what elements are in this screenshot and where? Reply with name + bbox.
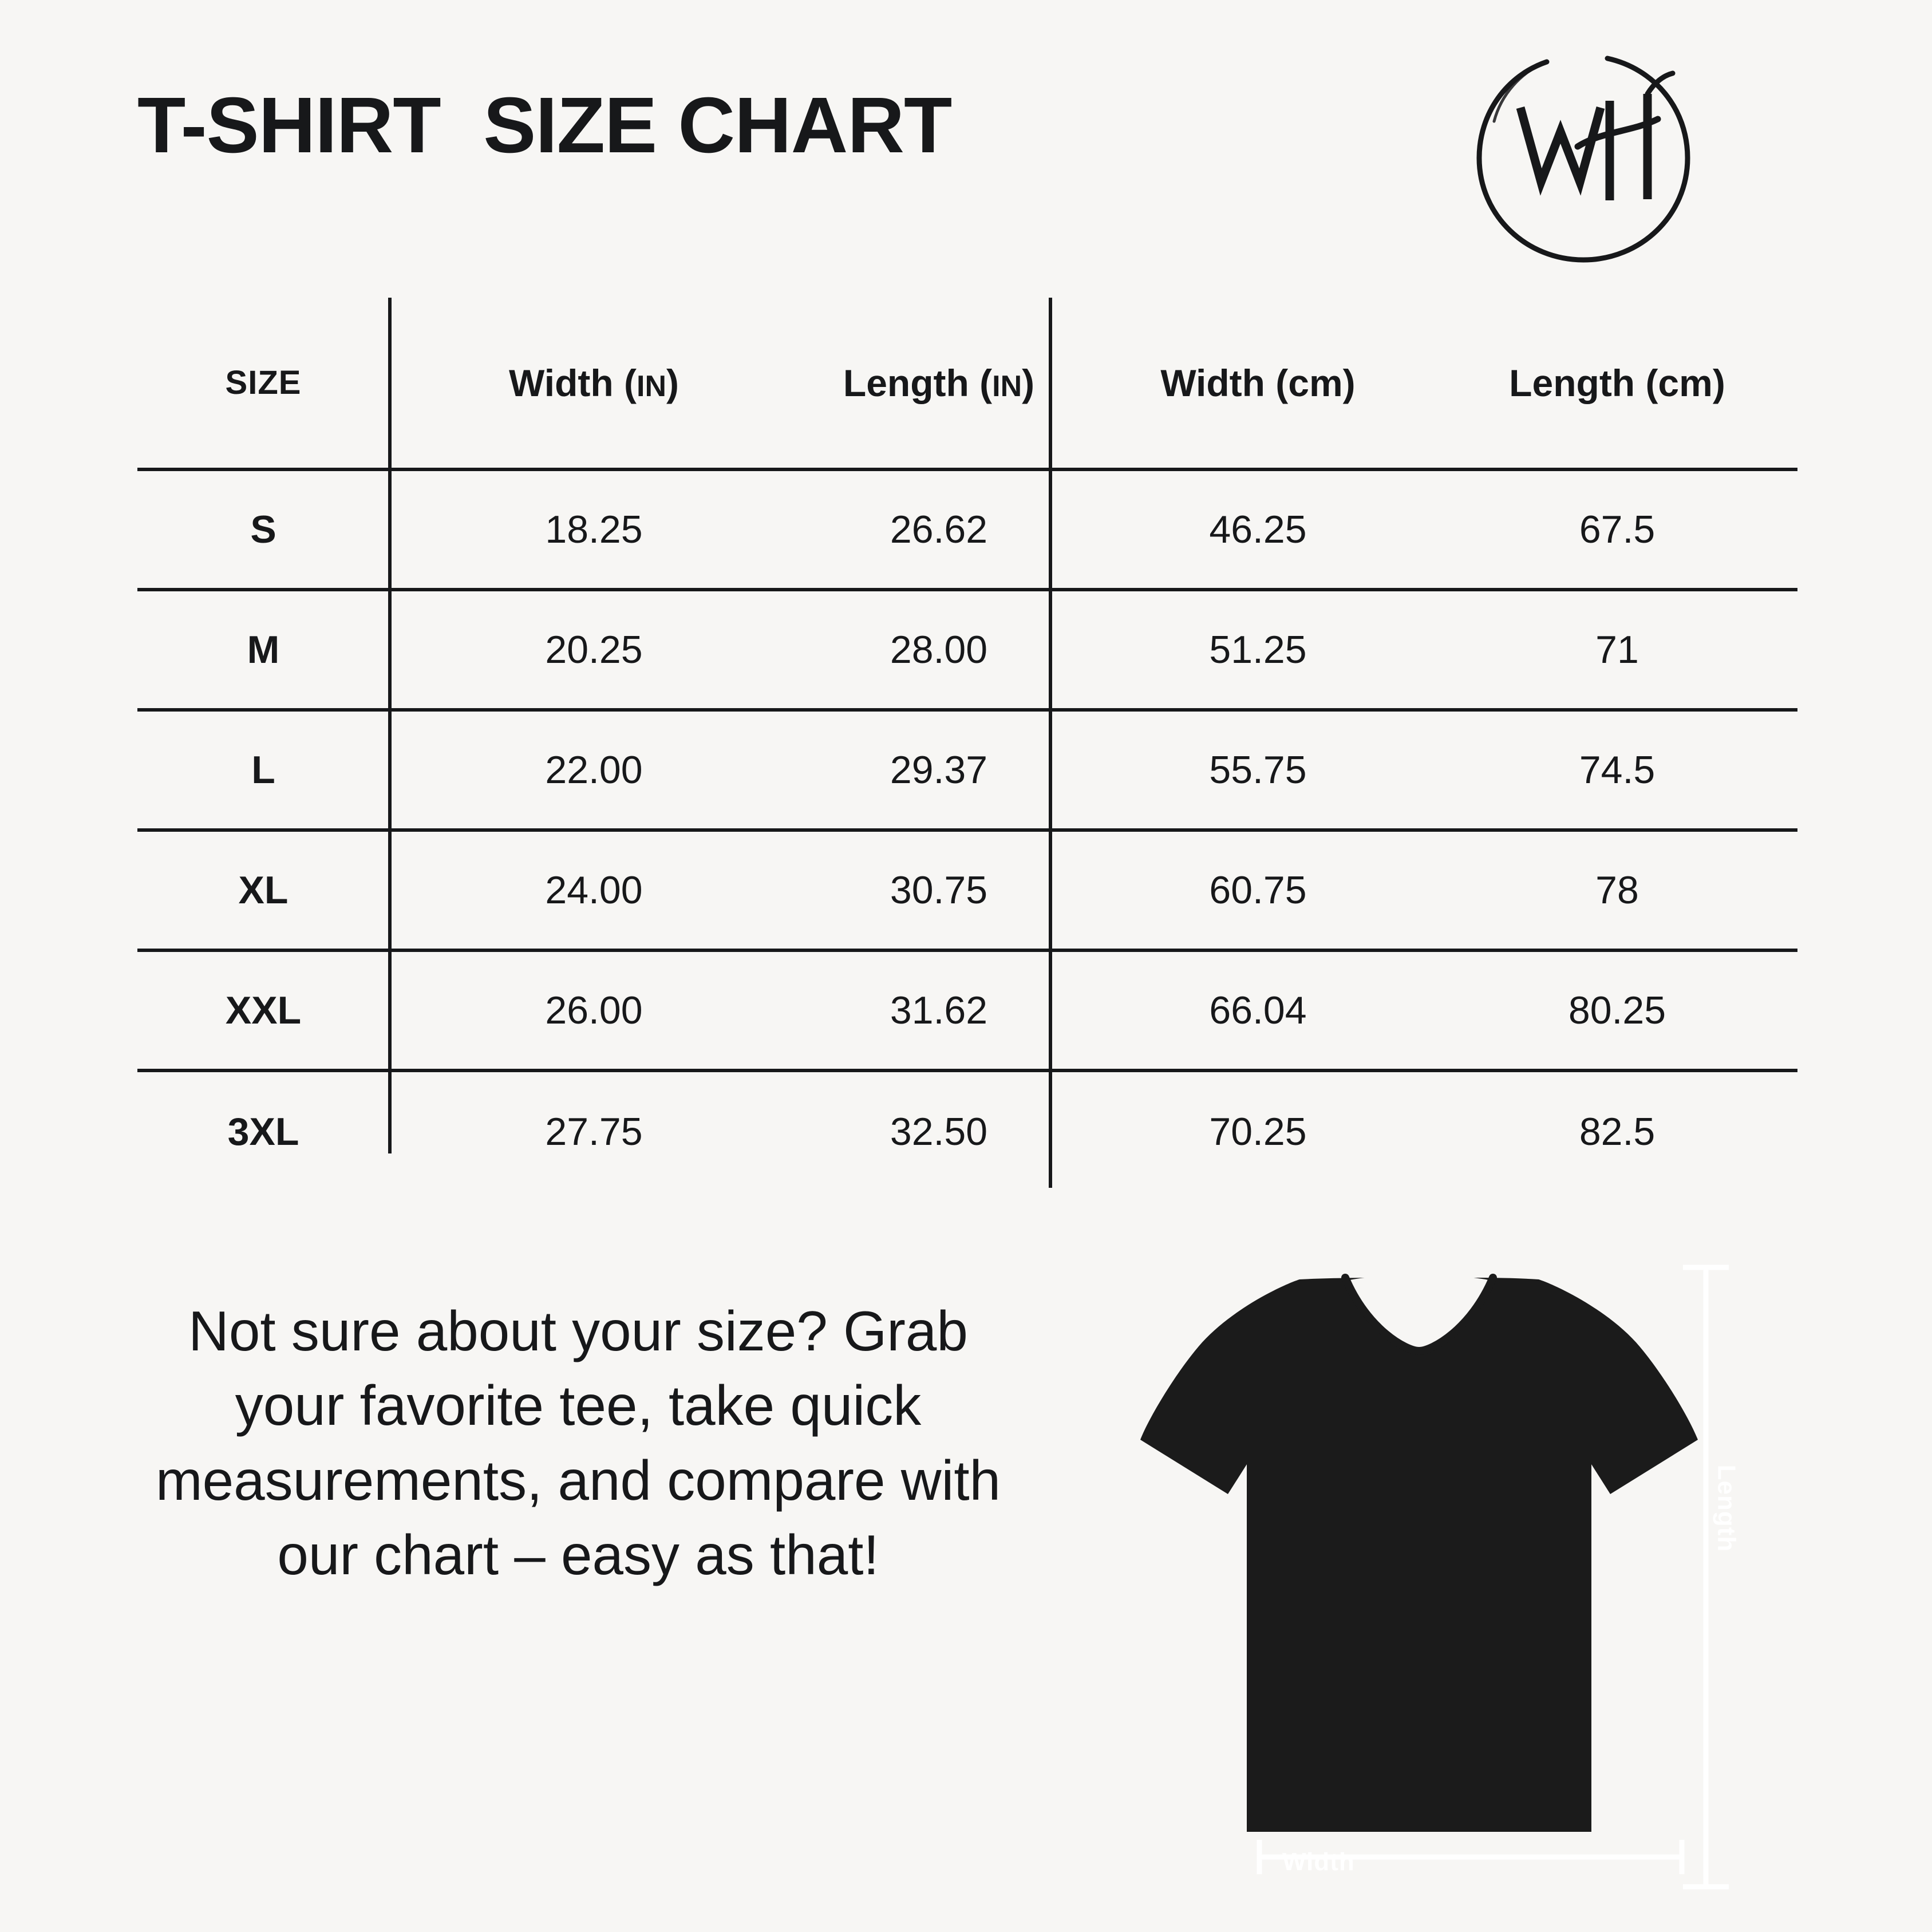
cell-length-cm: 82.5: [1437, 1070, 1797, 1191]
cell-width-in: 18.25: [389, 469, 799, 590]
column-header-width-in: [389, 298, 799, 469]
cell-size: L: [137, 710, 389, 830]
tshirt-measurement-diagram: [1111, 1225, 1820, 1901]
column-header-width-in-text: Width (: [509, 361, 637, 404]
cell-width-in: 20.25: [389, 590, 799, 710]
cell-size: S: [137, 469, 389, 590]
cell-size: 3XL: [137, 1070, 389, 1191]
cell-length-cm: 71: [1437, 590, 1797, 710]
column-header-size: SIZE: [225, 364, 302, 401]
column-header-length-in-text: Length (: [843, 361, 993, 404]
cell-width-in: 26.00: [389, 950, 799, 1070]
table-row: [137, 1070, 1797, 1191]
size-chart-table-wrap: [137, 298, 1797, 1191]
cell-width-cm: 51.25: [1079, 590, 1437, 710]
table-row: [137, 590, 1797, 710]
cell-width-cm: 46.25: [1079, 469, 1437, 590]
sizing-help-text: Not sure about your size? Grab your favorite tee, take quick measurements, and compare with our chart – easy as that!: [155, 1299, 1001, 1586]
cell-size: XL: [137, 830, 389, 950]
cell-width-cm: 60.75: [1079, 830, 1437, 950]
length-dimension-label: Length: [1712, 1464, 1741, 1552]
cell-length-in: 30.75: [799, 830, 1079, 950]
page-title: T-SHIRT SIZE CHART: [137, 81, 952, 169]
column-header-width-cm: Width (cm): [1160, 361, 1356, 404]
cell-length-in: 29.37: [799, 710, 1079, 830]
size-chart-table: [137, 298, 1797, 1191]
column-header-length-in: [799, 298, 1079, 469]
table-row: [137, 710, 1797, 830]
table-row: [137, 950, 1797, 1070]
cell-width-cm: 70.25: [1079, 1070, 1437, 1191]
column-header-length-in-post: ): [1022, 361, 1035, 404]
cell-length-in: 32.50: [799, 1070, 1079, 1191]
cell-width-in: 27.75: [389, 1070, 799, 1191]
cell-width-cm: 66.04: [1079, 950, 1437, 1070]
cell-length-cm: 67.5: [1437, 469, 1797, 590]
cell-length-in: 28.00: [799, 590, 1079, 710]
cell-length-cm: 74.5: [1437, 710, 1797, 830]
cell-length-in: 31.62: [799, 950, 1079, 1070]
column-header-length-in-unit: IN: [992, 369, 1022, 403]
cell-length-cm: 80.25: [1437, 950, 1797, 1070]
table-row: [137, 469, 1797, 590]
cell-width-in: 24.00: [389, 830, 799, 950]
table-row: [137, 830, 1797, 950]
column-header-length-cm: Length (cm): [1509, 361, 1725, 404]
column-header-width-in-unit: IN: [637, 369, 666, 403]
width-dimension-label: Width: [1282, 1848, 1355, 1876]
wh-monogram-logo: [1465, 46, 1694, 275]
cell-size: XXL: [137, 950, 389, 1070]
cell-size: M: [137, 590, 389, 710]
table-header-row: [137, 298, 1797, 469]
cell-width-in: 22.00: [389, 710, 799, 830]
cell-width-cm: 55.75: [1079, 710, 1437, 830]
column-header-width-in-post: ): [666, 361, 679, 404]
cell-length-in: 26.62: [799, 469, 1079, 590]
cell-length-cm: 78: [1437, 830, 1797, 950]
header: [137, 81, 1797, 326]
